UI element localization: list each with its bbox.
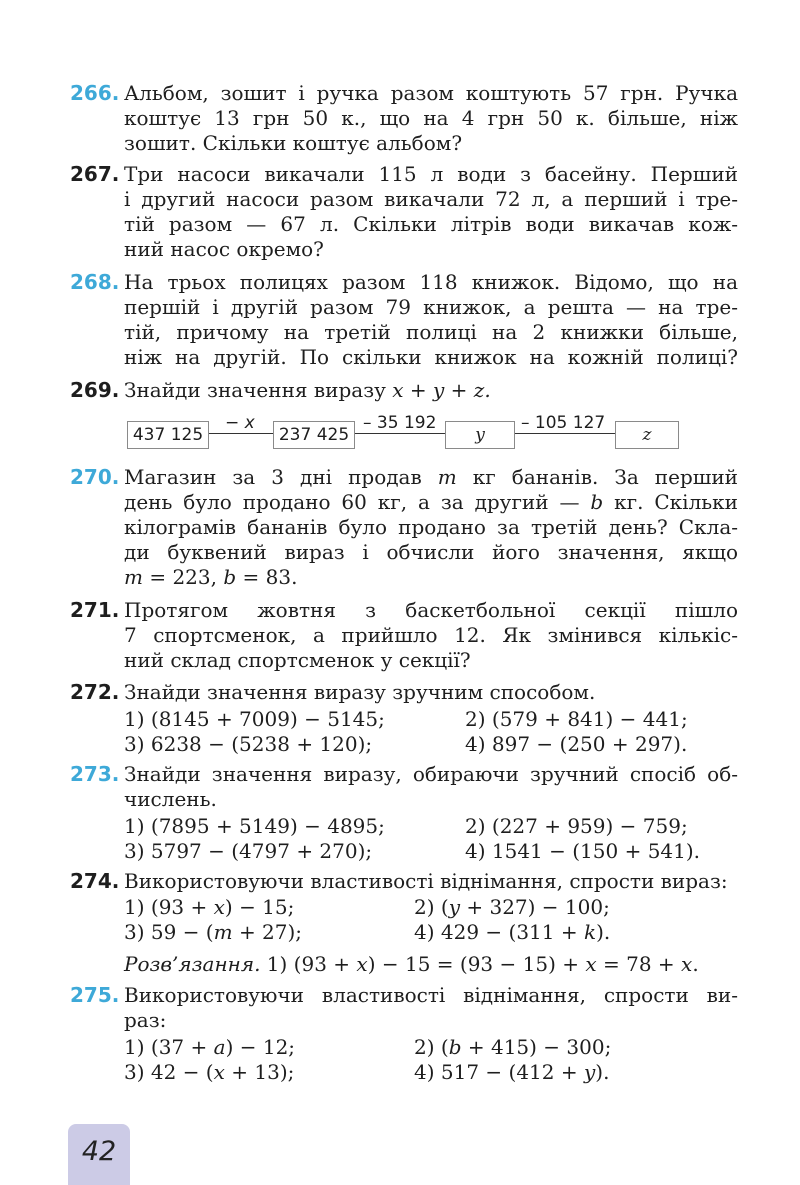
problem-text: Знайди значення виразу xyxy=(124,378,386,402)
problem-text-line: числень. xyxy=(124,787,217,811)
problem-text-line: тій разом — 67 л. Скільки літрів води викачав кож- xyxy=(124,212,738,236)
problem-text-line: Протягом жовтня з баскетбольної секції пішло xyxy=(124,598,738,622)
problem-text-line: коштує 13 грн 50 к., що на 4 грн 50 к. більше, ніж xyxy=(124,106,738,130)
exercise-item xyxy=(414,895,610,919)
text-part: 3) 42 − ( xyxy=(124,1060,214,1084)
variable-b: b xyxy=(590,490,604,514)
problem-text-line: На трьох полицях разом 118 книжок. Відомо, що на xyxy=(124,270,738,294)
text-part: 4) 517 − (412 + xyxy=(414,1060,578,1084)
exercise-item: 4) 897 − (250 + 297). xyxy=(465,732,688,756)
variable: x xyxy=(585,952,597,976)
problem-number: 266. xyxy=(70,81,120,105)
problem-number: 269. xyxy=(70,378,120,402)
text-part: 3) 59 − ( xyxy=(124,920,214,944)
problem-text-line: тій, причому на третій полиці на 2 книжки більше, xyxy=(124,320,738,344)
variable-m: m xyxy=(124,565,143,589)
calculation-chain xyxy=(127,415,687,455)
chain-operation: – 35 192 xyxy=(363,413,437,433)
variable-z: z xyxy=(642,425,652,445)
problem-number: 272. xyxy=(70,680,120,704)
variable: x xyxy=(681,952,693,976)
text-part: + 327) − 100; xyxy=(466,895,610,919)
variable: y xyxy=(583,1060,596,1084)
exercise-item xyxy=(414,920,610,944)
problem-text-line: кілограмів бананів було продано за третій день? Скла- xyxy=(124,515,738,539)
problem-text-line: Знайди значення виразу, обираючи зручний спосіб об- xyxy=(124,762,738,786)
chain-operation xyxy=(225,413,255,433)
chain-arrow xyxy=(515,433,615,434)
text-part: ) − 15; xyxy=(224,895,295,919)
variable: y xyxy=(448,895,460,919)
variable: x xyxy=(213,1060,225,1084)
variable-b: b xyxy=(223,565,237,589)
text-part: ). xyxy=(595,1060,610,1084)
chain-box-z xyxy=(615,421,679,449)
text-part: Магазин за 3 дні продав xyxy=(124,465,422,489)
problem-text-line: Знайди значення виразу зручним способом. xyxy=(124,680,596,704)
text-part: . xyxy=(692,952,699,976)
chain-box-2: 237 425 xyxy=(273,421,355,449)
variable: x xyxy=(213,895,225,919)
problem-text-line xyxy=(124,490,738,514)
variable: b xyxy=(448,1035,462,1059)
variable-m: m xyxy=(437,465,457,489)
exercise-item: 2) (227 + 959) − 759; xyxy=(465,814,688,838)
exercise-item: 4) 1541 − (150 + 541). xyxy=(465,839,701,863)
variable-y: y xyxy=(475,425,485,445)
variable: a xyxy=(213,1035,226,1059)
solution-line xyxy=(124,952,738,976)
exercise-item: 3) 6238 − (5238 + 120); xyxy=(124,732,373,756)
text-part: ) − 12; xyxy=(225,1035,296,1059)
problem-text-line: Три насоси викачали 115 л води з басейну. Перший xyxy=(124,162,738,186)
text-part: + 27); xyxy=(238,920,303,944)
exercise-item: 1) (7895 + 5149) − 4895; xyxy=(124,814,385,838)
text-part: ) − 15 = (93 − 15) + xyxy=(367,952,579,976)
problem-number: 267. xyxy=(70,162,120,186)
text-part: ). xyxy=(596,920,611,944)
problem-text-line: 7 спортсменок, а прийшло 12. Як змінився кількіс- xyxy=(124,623,738,647)
text-part: 1) (93 + xyxy=(266,952,351,976)
text-part: 1) (37 + xyxy=(124,1035,208,1059)
exercise-item xyxy=(414,1035,611,1059)
variable: x xyxy=(356,952,368,976)
problem-number: 274. xyxy=(70,869,120,893)
text-part: кг. Скільки xyxy=(614,490,738,514)
text-part: 2) ( xyxy=(414,1035,449,1059)
text-part: = 78 + xyxy=(603,952,675,976)
problem-number: 271. xyxy=(70,598,120,622)
problem-text-line xyxy=(124,465,738,489)
text-part: = 223, xyxy=(149,565,217,589)
problem-number: 268. xyxy=(70,270,120,294)
chain-arrow xyxy=(355,433,445,434)
problem-text-line: раз: xyxy=(124,1008,167,1032)
problem-text-line: і другий насоси разом викачали 72 л, а перший і тре- xyxy=(124,187,738,211)
chain-arrow xyxy=(209,433,273,434)
chain-operation: – 105 127 xyxy=(521,413,606,433)
exercise-item: 3) 5797 − (4797 + 270); xyxy=(124,839,373,863)
problem-text-line: ний склад спортсменок у секції? xyxy=(124,648,471,672)
problem-text-line xyxy=(124,378,738,402)
text-part: кг бананів. За перший xyxy=(472,465,739,489)
problem-text-line: ди буквений вираз і обчисли його значення, якщо xyxy=(124,540,738,564)
solution-label: Розв’язання. xyxy=(124,952,261,976)
text-part: + 415) − 300; xyxy=(467,1035,612,1059)
page-number: 42 xyxy=(81,1136,117,1167)
problem-number: 270. xyxy=(70,465,120,489)
problem-text-line: зошит. Скільки коштує альбом? xyxy=(124,131,463,155)
problem-text-line: Використовуючи властивості віднімання, спрости ви- xyxy=(124,983,738,1007)
expression: x + y + z. xyxy=(392,378,491,402)
problem-text-line: ніж на другій. По скільки книжок на кожній полиці? xyxy=(124,345,738,369)
problem-text-line: першій і другій разом 79 книжок, а решта — на тре- xyxy=(124,295,738,319)
chain-box-start: 437 125 xyxy=(127,421,209,449)
exercise-item: 2) (579 + 841) − 441; xyxy=(465,707,688,731)
text-part: 4) 429 − (311 + xyxy=(414,920,578,944)
text-part: 2) ( xyxy=(414,895,449,919)
problem-text-line: ний насос окремо? xyxy=(124,237,324,261)
text-part: = 83. xyxy=(242,565,298,589)
text-part: день було продано 60 кг, а за другий — xyxy=(124,490,580,514)
variable: m xyxy=(213,920,233,944)
variable: k xyxy=(583,920,597,944)
problem-text-line xyxy=(124,565,738,589)
operation-label: − x xyxy=(225,413,255,433)
page-number-tab xyxy=(68,1124,130,1185)
text-part: + 13); xyxy=(231,1060,295,1084)
problem-text-line: Альбом, зошит і ручка разом коштують 57 грн. Ручка xyxy=(124,81,738,105)
text-part: 1) (93 + xyxy=(124,895,208,919)
exercise-item xyxy=(414,1060,609,1084)
problem-text-line: Використовуючи властивості віднімання, спрости вираз: xyxy=(124,869,728,893)
problem-number: 273. xyxy=(70,762,120,786)
exercise-item: 1) (8145 + 7009) − 5145; xyxy=(124,707,385,731)
chain-box-y xyxy=(445,421,515,449)
problem-number: 275. xyxy=(70,983,120,1007)
